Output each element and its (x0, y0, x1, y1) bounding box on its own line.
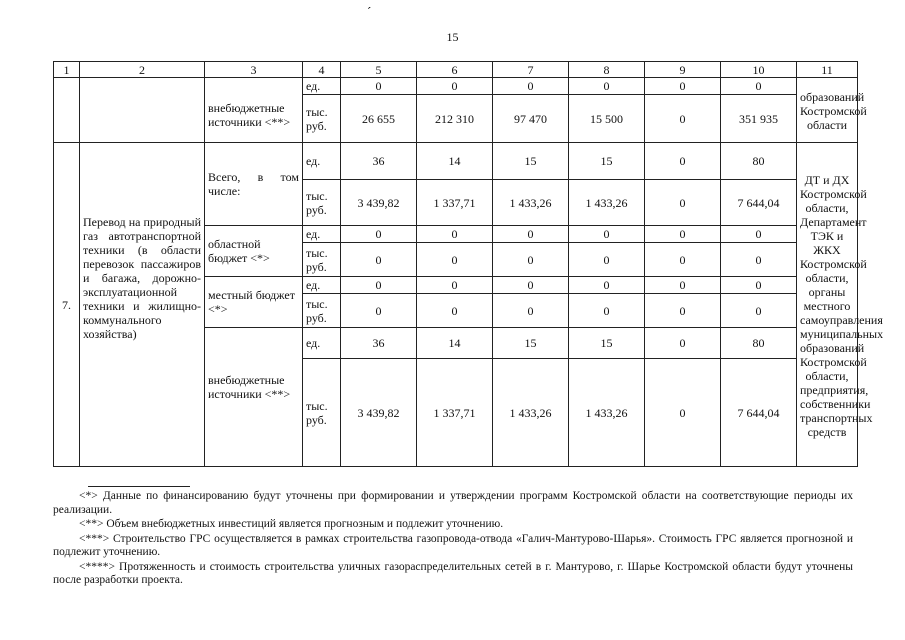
value-cell: 0 (569, 294, 645, 328)
value-cell: 0 (721, 294, 797, 328)
value-cell: 0 (341, 78, 417, 95)
value-cell: 0 (417, 226, 493, 243)
tick-mark: ˊ (367, 4, 372, 19)
unit-cell: ед. (303, 143, 341, 180)
value-cell: 36 (341, 143, 417, 180)
value-cell: 0 (569, 226, 645, 243)
value-cell: 0 (493, 243, 569, 277)
source-label: внебюджетные источники <**> (205, 328, 303, 467)
value-cell: 15 500 (569, 95, 645, 143)
source-label: внебюджетные источники <**> (205, 78, 303, 143)
page-number: 15 (446, 30, 459, 44)
value-cell: 0 (645, 243, 721, 277)
value-cell: 0 (569, 277, 645, 294)
unit-cell: ед. (303, 328, 341, 359)
value-cell: 1 433,26 (493, 180, 569, 226)
value-cell: 0 (493, 277, 569, 294)
value-cell: 0 (417, 243, 493, 277)
value-cell: 0 (493, 226, 569, 243)
value-cell: 0 (341, 294, 417, 328)
cell-empty (80, 78, 205, 143)
value-cell: 3 439,82 (341, 180, 417, 226)
value-cell: 1 337,71 (417, 180, 493, 226)
value-cell: 0 (341, 226, 417, 243)
value-cell: 0 (341, 277, 417, 294)
value-cell: 0 (645, 226, 721, 243)
source-label: областной бюджет <*> (205, 226, 303, 277)
footnote: <*> Данные по финансированию будут уточнены при формировании и утверждении программ Костромской области на соответствующие периоды их реализации. (53, 490, 853, 516)
value-cell: 0 (645, 95, 721, 143)
footnote: <**> Объем внебюджетных инвестиций является прогнозным и подлежит уточнению. (79, 518, 504, 530)
value-cell: 0 (645, 359, 721, 467)
col-header: 4 (303, 62, 341, 78)
item-name: Перевод на природный газ автотранспортной техники (в области перевозок пассажиров и багажа, дорожно-эксплуатационной техники и жилищно-коммунального хозяйства) (80, 143, 205, 467)
value-cell: 0 (721, 78, 797, 95)
table-row (54, 143, 858, 180)
source-label: Всего, в том числе: (205, 143, 303, 226)
col-header: 11 (797, 62, 858, 78)
value-cell: 14 (417, 328, 493, 359)
value-cell: 80 (721, 143, 797, 180)
value-cell: 0 (417, 277, 493, 294)
value-cell: 3 439,82 (341, 359, 417, 467)
footnote: <****> Протяженность и стоимость строительства уличных газораспределительных сетей в г. Мантурово, г. Шарье Костромской области будут уточнены после разработки проекта. (53, 560, 853, 586)
value-cell: 1 433,26 (569, 180, 645, 226)
value-cell: 0 (645, 78, 721, 95)
value-cell: 0 (417, 294, 493, 328)
cell-empty (54, 78, 80, 143)
col-header: 2 (80, 62, 205, 78)
unit-cell: ед. (303, 78, 341, 95)
value-cell: 15 (569, 328, 645, 359)
footnote-separator (88, 486, 190, 487)
col-header: 9 (645, 62, 721, 78)
value-cell: 36 (341, 328, 417, 359)
value-cell: 0 (645, 180, 721, 226)
col-header: 5 (341, 62, 417, 78)
col-header: 7 (493, 62, 569, 78)
value-cell: 0 (341, 243, 417, 277)
footnotes (53, 490, 853, 589)
value-cell: 0 (645, 143, 721, 180)
unit-cell: тыс. руб. (303, 180, 341, 226)
value-cell: 26 655 (341, 95, 417, 143)
col-header: 3 (205, 62, 303, 78)
value-cell: 0 (645, 277, 721, 294)
value-cell: 0 (721, 226, 797, 243)
col-header: 8 (569, 62, 645, 78)
responsible-cell: образований Костромской области (797, 78, 858, 143)
value-cell: 0 (493, 78, 569, 95)
unit-cell: тыс. руб. (303, 243, 341, 277)
program-table (53, 61, 884, 467)
item-number: 7. (54, 143, 80, 467)
table-row (54, 78, 858, 95)
col-header: 10 (721, 62, 797, 78)
value-cell: 15 (569, 143, 645, 180)
col-header: 6 (417, 62, 493, 78)
footnote: <***> Строительство ГРС осуществляется в рамках строительства газопровода-отвода «Галич-Мантурово-Шарья». Стоимость ГРС является прогнозной и подлежит уточнению. (53, 532, 853, 558)
unit-cell: тыс. руб. (303, 294, 341, 328)
source-label: местный бюджет <*> (205, 277, 303, 328)
value-cell: 1 433,26 (493, 359, 569, 467)
value-cell: 97 470 (493, 95, 569, 143)
value-cell: 351 935 (721, 95, 797, 143)
col-header: 1 (54, 62, 80, 78)
value-cell: 15 (493, 328, 569, 359)
value-cell: 0 (721, 243, 797, 277)
value-cell: 0 (569, 78, 645, 95)
unit-cell: ед. (303, 277, 341, 294)
responsible-cell: ДТ и ДХ Костромской области, Департамент ТЭК и ЖКХ Костромской области, органы местного самоуправления муниципальных образований Костромской области, предприятия, собственники транспортных средств (797, 143, 858, 467)
value-cell: 0 (721, 277, 797, 294)
value-cell: 212 310 (417, 95, 493, 143)
value-cell: 0 (645, 294, 721, 328)
value-cell: 1 337,71 (417, 359, 493, 467)
value-cell: 80 (721, 328, 797, 359)
value-cell: 14 (417, 143, 493, 180)
value-cell: 0 (645, 328, 721, 359)
header-row (54, 62, 858, 78)
value-cell: 7 644,04 (721, 180, 797, 226)
value-cell: 15 (493, 143, 569, 180)
value-cell: 0 (493, 294, 569, 328)
unit-cell: тыс. руб. (303, 359, 341, 467)
unit-cell: тыс. руб. (303, 95, 341, 143)
value-cell: 0 (569, 243, 645, 277)
value-cell: 7 644,04 (721, 359, 797, 467)
value-cell: 0 (417, 78, 493, 95)
unit-cell: ед. (303, 226, 341, 243)
value-cell: 1 433,26 (569, 359, 645, 467)
